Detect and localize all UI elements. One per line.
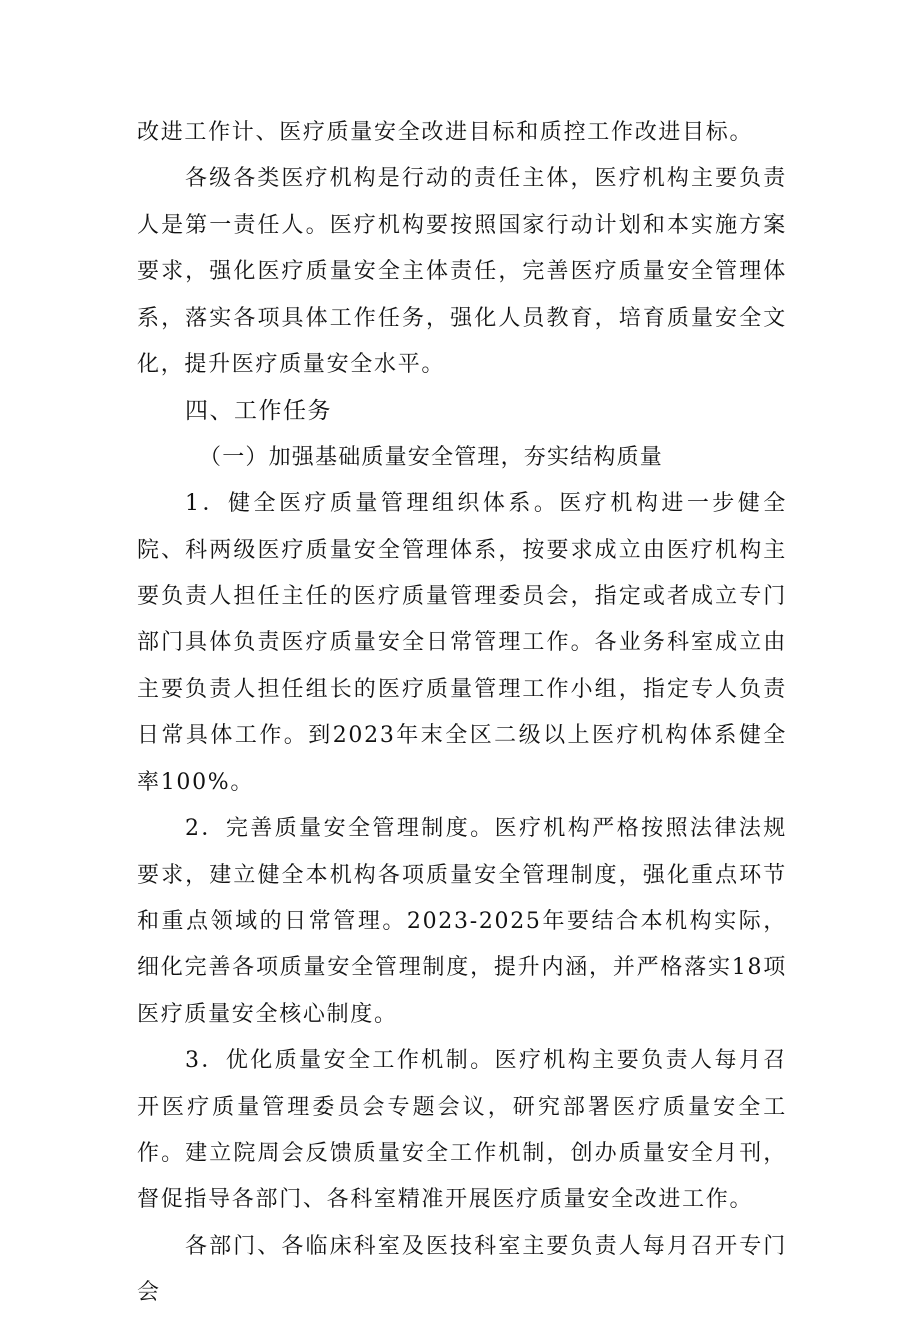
paragraph-item-2: 2．完善质量安全管理制度。医疗机构严格按照法律法规要求，建立健全本机构各项质量安全管理制度，强化重点环节和重点领域的日常管理。2023-2025年要结合本机构实际，细化完善各项质量安全管理制度，提升内涵，并严格落实18项医疗质量安全核心制度。 bbox=[137, 816, 787, 1027]
paragraph-continuation: 改进工作计、医疗质量安全改进目标和质控工作改进目标。 bbox=[137, 120, 754, 145]
subsection-heading: （一）加强基础质量安全管理，夯实结构质量 bbox=[199, 444, 664, 470]
paragraph-item-1: 1．健全医疗质量管理组织体系。医疗机构进一步健全院、科两级医疗质量安全管理体系，按要求成立由医疗机构主要负责人担任主任的医疗质量管理委员会，指定或者成立专门部门具体负责医疗质量安全日常管理工作。各业务科室成立由主要负责人担任组长的医疗质量管理工作小组，指定专人负责日常具体工作。到2023年末全区二级以上医疗机构体系健全率100%。 bbox=[137, 491, 787, 795]
paragraph-truncated: 各部门、各临床科室及医技科室主要负责人每月召开专门会 bbox=[137, 1233, 787, 1306]
document-body bbox=[137, 110, 787, 1317]
paragraph-responsibility: 各级各类医疗机构是行动的责任主体，医疗机构主要负责人是第一责任人。医疗机构要按照国家行动计划和本实施方案要求，强化医疗质量安全主体责任，完善医疗质量安全管理体系，落实各项具体工作任务，强化人员教育，培育质量安全文化，提升医疗质量安全水平。 bbox=[137, 166, 787, 378]
paragraph-item-3: 3．优化质量安全工作机制。医疗机构主要负责人每月召开医疗质量管理委员会专题会议，研究部署医疗质量安全工作。建立院周会反馈质量安全工作机制，创办质量安全月刊，督促指导各部门、各科室精准开展医疗质量安全改进工作。 bbox=[137, 1048, 787, 1213]
section-heading: 四、工作任务 bbox=[185, 398, 332, 425]
